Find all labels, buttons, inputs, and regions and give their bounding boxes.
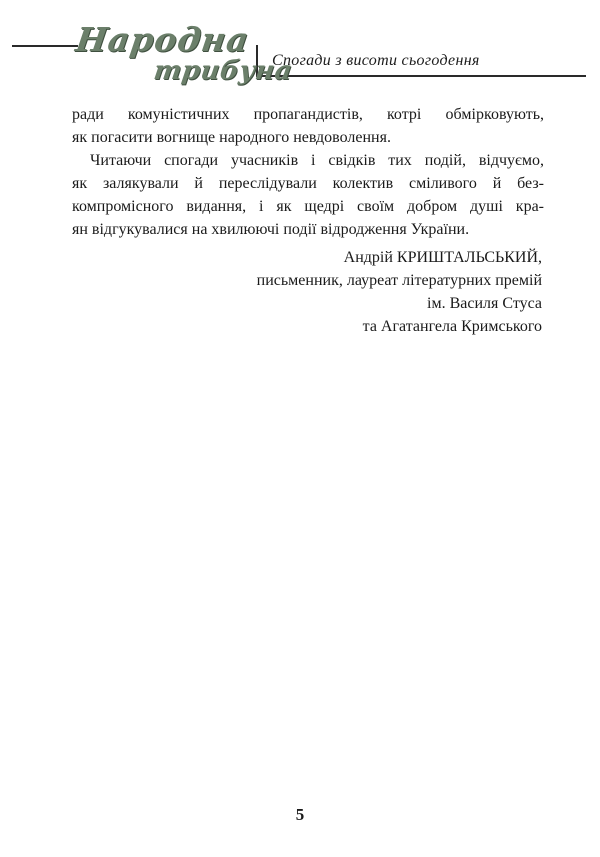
logo-line-1: Народна (73, 20, 252, 59)
author-title-line: письменник, лауреат літературних премій (256, 272, 542, 289)
body-text (72, 103, 544, 241)
text-line: як погасити вогнище народного невдоволення. (72, 129, 391, 146)
running-head-subtitle: Спогади з висоти сьогодення (272, 52, 480, 69)
text-line: ян відгукувалися на хвилюючі події відродження України. (72, 221, 470, 238)
text-line: як залякували й переслідували колектив сміливого й без- (72, 175, 544, 192)
header-rule-left (12, 45, 78, 47)
logo-line-2: трибуна (151, 56, 295, 86)
author-title-line: ім. Василя Стуса (427, 295, 542, 312)
text-line: Читаючи спогади учасників і свідків тих подій, відчуємо, (90, 152, 544, 169)
author-title-line: та Агатангела Кримського (362, 318, 542, 335)
text-line: компромісного видання, і як щедрі своїм добром душі кра- (72, 198, 544, 215)
text-line: ради комуністичних пропагандистів, котрі обмірковують, (72, 106, 544, 123)
page-header (0, 0, 600, 90)
page-number: 5 (295, 805, 305, 824)
author-name: Андрій КРИШТАЛЬСЬКИЙ, (343, 249, 542, 266)
author-signature (122, 246, 542, 338)
newspaper-logo (73, 20, 295, 94)
